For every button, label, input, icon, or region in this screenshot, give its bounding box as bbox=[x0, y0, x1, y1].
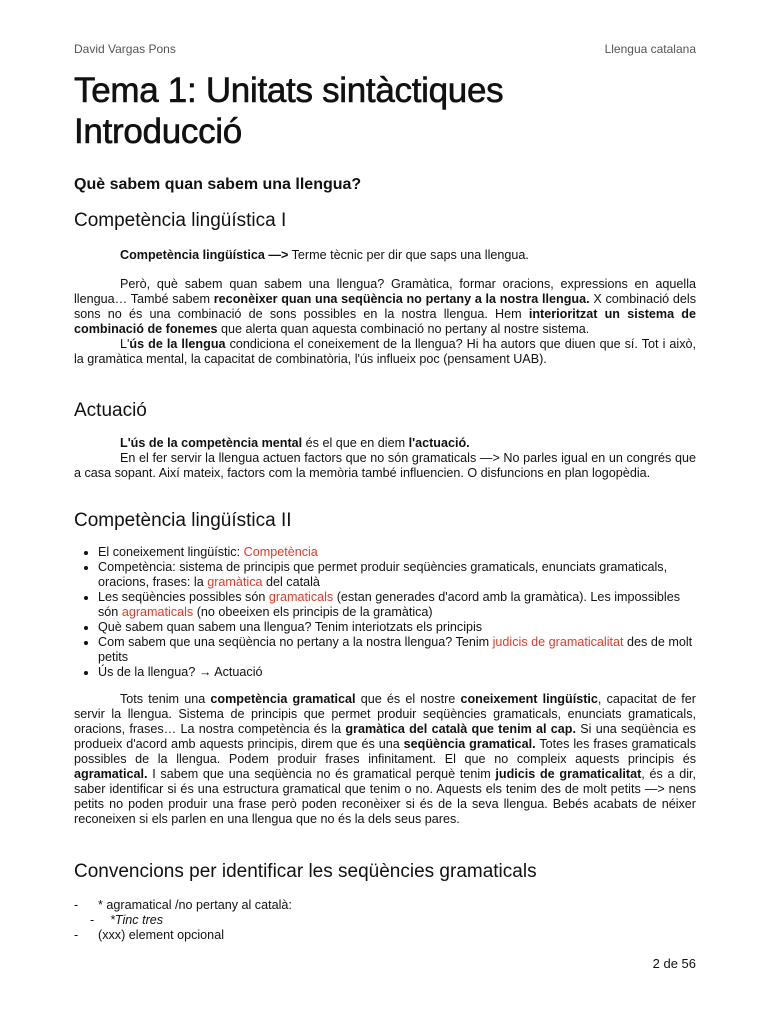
list-item bbox=[98, 590, 696, 620]
bold-run: L'ús de la competència mental bbox=[120, 436, 303, 450]
sec1-paragraph-1 bbox=[74, 248, 696, 263]
bold-run: gramàtica del català que tenim al cap. bbox=[345, 722, 576, 736]
section-heading-competencia-2: Competència lingüística II bbox=[74, 510, 292, 531]
text-run: I sabem que una seqüència no és gramatical perquè tenim bbox=[147, 767, 496, 781]
text-run: El coneixement lingüístic: bbox=[98, 545, 244, 559]
section-heading-actuacio: Actuació bbox=[74, 400, 147, 421]
list-item-example: - *Tinc tres bbox=[74, 913, 696, 928]
highlight-run: Competència bbox=[243, 545, 318, 559]
text-run: En el fer servir la llengua actuen factors que no són gramaticals —> No parles igual en un congrés que a casa sopant. Així mateix, factors com la memòria també influencien. O disfuncions en plan logopèdia. bbox=[74, 451, 696, 480]
text-run: Tots tenim una bbox=[120, 692, 211, 706]
text-run: que és el nostre bbox=[355, 692, 461, 706]
text-run: L' bbox=[120, 337, 130, 351]
page-title bbox=[74, 70, 503, 152]
bold-run: competència gramatical bbox=[210, 692, 356, 706]
section-heading-convencions: Convencions per identificar les seqüències gramaticals bbox=[74, 861, 537, 882]
bold-run: interioritzat un sistema de combinació de fonemes bbox=[74, 307, 696, 336]
list-item: - (xxx) element opcional bbox=[74, 928, 696, 943]
text-run: Les seqüències possibles són bbox=[98, 590, 269, 604]
bold-run: agramatical. bbox=[74, 767, 148, 781]
text-run: (no obeeixen els principis de la gramàtica) bbox=[193, 605, 433, 619]
bold-term: Competència lingüística —> bbox=[120, 248, 289, 262]
text-run: condiciona el coneixement de la llengua? Hi ha autors que diuen que sí. Tot i això, la gramàtica mental, la capacitat de combinatòria, l'ús influeix poc (pensament UAB). bbox=[74, 337, 697, 366]
sec1-paragraphs bbox=[74, 277, 696, 367]
text-run: Però, què sabem quan sabem una llengua? Gramàtica, formar oracions, expressions en aquella llengua… També sabem bbox=[74, 277, 696, 306]
text-run: Totes les frases gramaticals possibles de la llengua. Podem produir frases infinitament. El que no compleix aquests principis és bbox=[74, 737, 696, 766]
text-run: Com sabem que una seqüència no pertany a la nostra llengua? Tenim bbox=[98, 635, 493, 649]
running-header bbox=[74, 42, 696, 56]
title-line-2: Introducció bbox=[74, 112, 242, 151]
highlight-run: agramaticals bbox=[121, 605, 194, 619]
bold-run: coneixement lingüístic bbox=[460, 692, 598, 706]
bold-run: reconèixer quan una seqüència no pertany a la nostra llengua. bbox=[213, 292, 590, 306]
page-number: 2 de 56 bbox=[652, 956, 696, 971]
header-subject: Llengua catalana bbox=[604, 42, 696, 56]
text-run: , capacitat de fer servir la llengua. Sistema de principis que permet produir seqüències gramaticals, enunciats gramaticals, oracions, frases… La nostra competència és la bbox=[74, 692, 696, 736]
highlight-run: gramàtica bbox=[207, 575, 263, 589]
header-author: David Vargas Pons bbox=[74, 42, 176, 56]
text-run: , és a dir, saber identificar si és una estructura gramatical que tenim o no. Aquests els tenim des de molt petits —> nens petits no poden produir una frase però poden reconèixer si és de la seva llengua. Bebés acabats de néixer reconeixen si els parlen en una llengua que no és la dels seus pares. bbox=[74, 767, 696, 826]
bold-run: ús de la llengua bbox=[129, 337, 226, 351]
bullet-list bbox=[74, 545, 696, 680]
text-run: que alerta quan aquesta combinació no pertany al nostre sistema. bbox=[217, 322, 590, 336]
bold-run: judicis de gramaticalitat bbox=[495, 767, 642, 781]
list-item bbox=[98, 545, 696, 560]
highlight-run: gramaticals bbox=[268, 590, 334, 604]
text-run: Si una seqüència es produeix d'acord amb aquests principis, direm que és una bbox=[74, 722, 696, 751]
list-item: • Què sabem quan sabem una llengua? Tenim interiotzats els principis bbox=[98, 620, 696, 635]
list-item bbox=[98, 560, 696, 590]
subtitle: Què sabem quan sabem una llengua? bbox=[74, 176, 362, 193]
text-run: (estan generades d'acord amb la gramàtica). Les impossibles són bbox=[98, 590, 681, 619]
highlight-run: judicis de gramaticalitat bbox=[492, 635, 624, 649]
list-item: • Ús de la llengua? → Actuació bbox=[98, 665, 696, 680]
bold-run: seqüència gramatical. bbox=[403, 737, 536, 751]
bold-run: l'actuació. bbox=[408, 436, 470, 450]
text-run: és el que en diem bbox=[302, 436, 409, 450]
list-item: - * agramatical /no pertany al català: bbox=[74, 898, 696, 913]
text-run: des de molt petits bbox=[98, 635, 693, 664]
sec2-paragraphs bbox=[74, 436, 696, 481]
document-page bbox=[74, 0, 696, 1024]
sec3-paragraph bbox=[74, 692, 696, 827]
dash-list bbox=[74, 898, 696, 943]
text-run: del català bbox=[262, 575, 320, 589]
title-line-1: Tema 1: Unitats sintàctiques bbox=[74, 71, 504, 110]
list-item bbox=[98, 635, 696, 665]
text-run: Competència: sistema de principis que permet produir seqüències gramaticals, enunciats gramaticals, oracions, frases: la bbox=[98, 560, 668, 589]
text-run: Terme tècnic per dir que saps una llengua. bbox=[288, 248, 529, 262]
text-run: X combinació dels sons no és una combinació de sons possibles en la nostra llengua. Hem bbox=[74, 292, 697, 321]
section-heading-competencia-1: Competència lingüística I bbox=[74, 210, 287, 231]
